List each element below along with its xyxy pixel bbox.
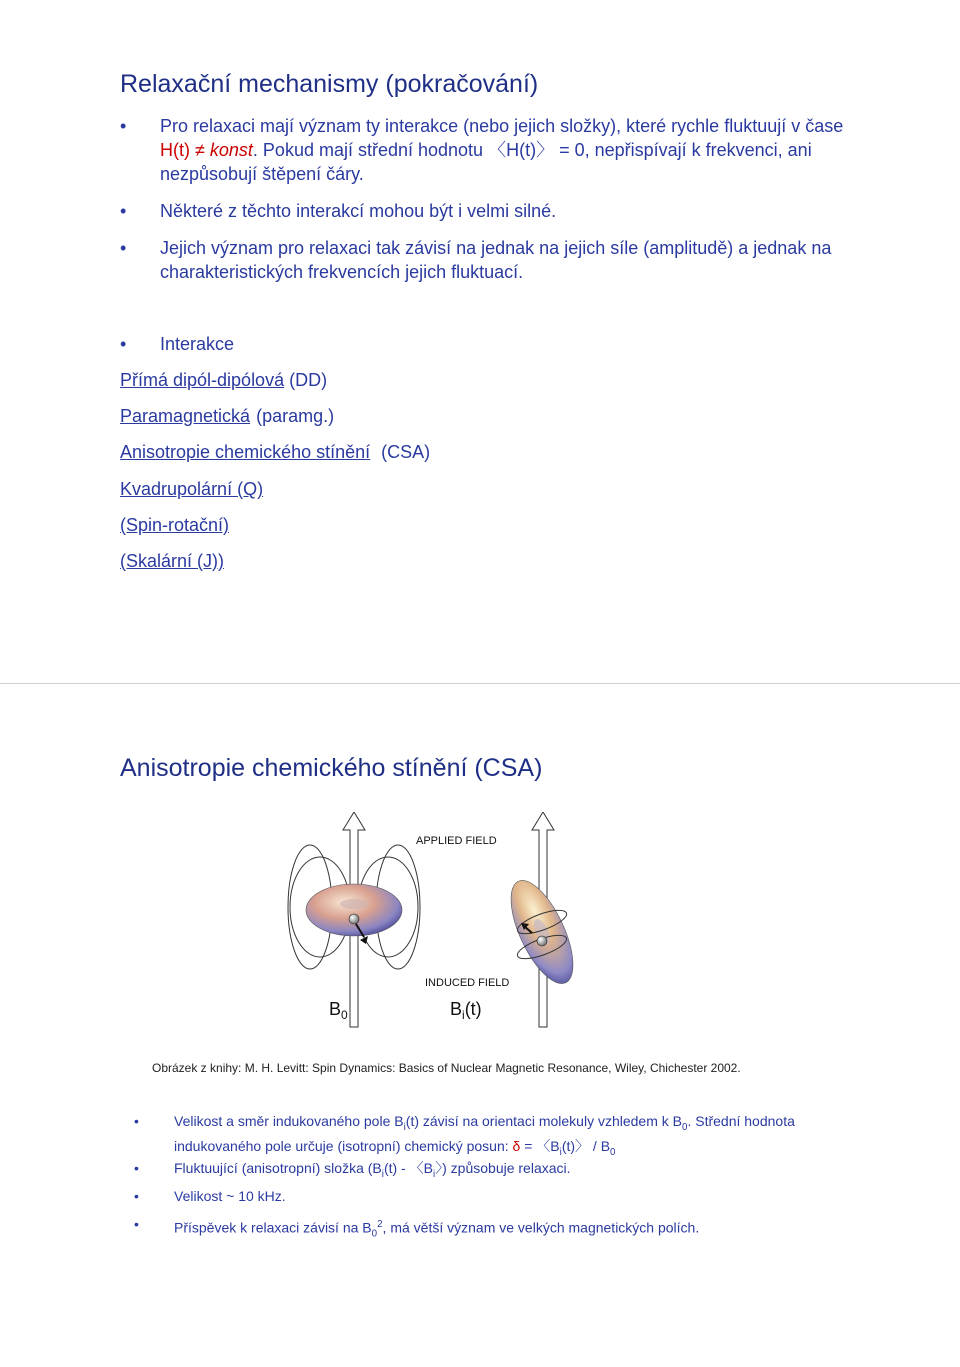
bullet-strong-interactions [120,199,840,223]
bullet-magnitude: • Velikost ~ 10 kHz. [134,1188,286,1204]
interaction-abbr: (CSA) [381,442,431,462]
molecule-torus-left [306,884,402,936]
interaction-csa [120,442,430,463]
interaction-dd [120,370,327,391]
bullet-fluctuating-component: • Fluktuující (anisotropní) složka ($B_i(t)$ - 〈$B_i$〉) způsobuje relaxaci. [134,1160,571,1180]
bullet-induced-field: • Velikost a směr indukovaného pole $B_i(t)$ závisí na orientaci molekuly vzhledem k $B_0$. Střední hodnota indukovaného pole určuje (isotropní) chemický posun: δ = 〈$B_i(t)$〉 / $B_0$ [134,1113,795,1158]
interaction-link-quadrupolar[interactable]: Kvadrupolární (Q) [120,479,264,499]
interaction-paramagnetic [120,406,334,427]
bullet-text: Pro relaxaci mají význam ty interakce (nebo jejich složky), které rychle fluktuují v čase [160,116,844,136]
interaction-link-csa[interactable]: Anisotropie chemického stínění [120,442,371,462]
interaction-link-scalar[interactable]: (Skalární (J)) [120,551,225,571]
bullet-contribution: • Příspěvek k relaxaci závisí na $B_0^2$, má větší význam ve velkých magnetických polích. [134,1216,700,1240]
bullet-text: Jejich význam pro relaxaci tak závisí na jednak na jejich síle (amplitudě) a jednak na charakteristických frekvencích jejich fluktuací. [160,238,832,282]
bullet-text: , nepřispívají k frekvenci, ani nezpůsobují štěpení čáry. [160,140,812,184]
b0-label: $B_0$ [329,999,348,1022]
bullet-dot: • [120,116,127,136]
ht-symbol: H(t) [160,140,190,160]
bullet-text: Některé z těchto interakcí mohou být i velmi silné. [160,201,557,221]
bullet-fluctuating-interactions [120,114,844,186]
average-expression: 〈H(t)〉 = 0 [488,140,585,160]
page-title: Relaxační mechanismy (pokračování) [120,70,539,98]
bullet-dot: • [120,334,127,354]
bullet-text: . Pokud mají střední hodnotu [252,140,489,160]
bi-label: $B_i(t)$ [450,999,482,1022]
konst-term: konst [209,140,253,160]
bullet-dot: • [134,1160,139,1176]
bullet-dot: • [134,1216,139,1232]
bullet-relaxation-significance [120,236,840,284]
bullet-dot: • [134,1188,139,1204]
page-title: Anisotropie chemického stínění (CSA) [120,754,543,782]
bullet-text: Interakce [160,334,235,354]
induced-field-label: INDUCED FIELD [425,977,510,989]
interaction-link-dd[interactable]: Přímá dipól-dipólová [120,370,285,390]
bullet-dot: • [134,1113,139,1129]
interaction-link-spin-rotation[interactable]: (Spin-rotační) [120,515,230,535]
interaction-quadrupolar [120,479,263,500]
neq-symbol: ≠ [190,140,210,160]
interaction-link-paramagnetic[interactable]: Paramagnetická [120,406,251,426]
slide-csa [0,684,960,1367]
csa-figure [280,812,580,1042]
bullet-dot: • [120,201,127,221]
interaction-abbr: (paramg.) [256,406,335,426]
figure-caption: Obrázek z knihy: M. H. Levitt: Spin Dynamics: Basics of Nuclear Magnetic Resonance, Wiley, Chichester 2002. [152,1061,741,1075]
bullet-interactions [120,332,840,356]
interaction-abbr: (DD) [289,370,328,390]
interaction-spin-rotation [120,515,229,536]
slide-relaxation-mechanisms [0,0,960,683]
interaction-scalar [120,551,224,572]
applied-field-label: APPLIED FIELD [416,835,497,847]
delta-symbol: δ [512,1137,521,1154]
bullet-dot: • [120,238,127,258]
